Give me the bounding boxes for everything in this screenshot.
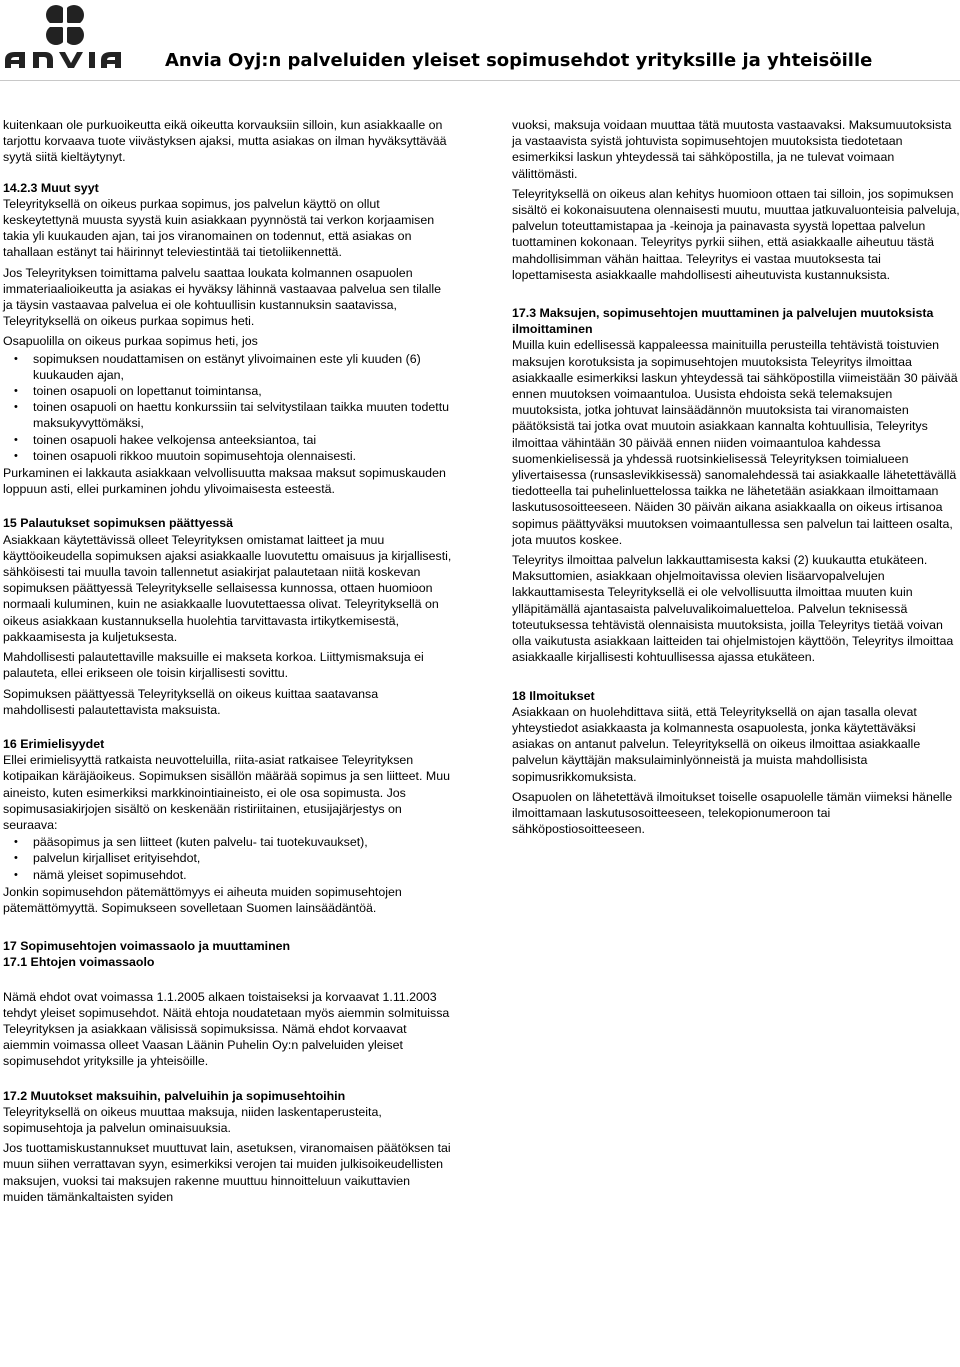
header-divider (0, 80, 960, 81)
paragraph: Nämä ehdot ovat voimassa 1.1.2005 alkaen toistaiseksi ja korvaavat 1.11.2003 tehdyt yleiset sopimusehdot. Näitä ehtoja noudatetaan myös aiemmin solmituissa Teleyrityksen ja asiakkaan välisissä sopimuksissa. Nämä ehdot korvaavat aiemmin voimassa olleet Vaasan Läänin Puhelin Oy:n palveluiden yleiset sopimusehdot yrityksille ja yhteisöille. (3, 989, 450, 1069)
paragraph: Jos tuottamiskustannukset muuttuvat lain, asetuksen, viranomaisen päätöksen tai muun siihen verrattavan syyn, esimerkiksi verojen tai muiden julkisoikeudellisten maksujen, vuoksi tai maksujen rakenne muuttuu hinnoitteluun vaikuttavien muiden tämänkaltaisten syiden (3, 1141, 451, 1204)
subsection-heading: 17.2 Muutokset maksuihin, palveluihin ja sopimusehtoihin (3, 1088, 346, 1103)
section-heading: 17.3 Maksujen, sopimusehtojen muuttaminen ja palvelujen muutoksista ilmoittaminen (512, 306, 934, 337)
paragraph: Sopimuksen päättyessä Teleyrityksellä on oikeus kuittaa saatavansa mahdollisesti palautettavista maksuista. (3, 686, 379, 717)
list-item: • toinen osapuoli on lopettanut toimintansa, (33, 383, 452, 399)
paragraph: Jonkin sopimusehdon pätemättömyys ei aiheuta muiden sopimusehtojen pätemättömyyttä. Sopimukseen sovelletaan Suomen lainsäädäntöä. (3, 884, 402, 915)
paragraph: Jos Teleyrityksen toimittama palvelu saattaa loukata kolmannen osapuolen immateriaalioikeutta ja asiakas ei hyväksy lähinnä vastaavaa palvelua sen tilalle ja täysin vastaavaa palvelua ei ole kohtuullisin kustannuksin saatavissa, Teleyrityksellä on oikeus purkaa sopimus heti. (3, 265, 442, 329)
paragraph: Teleyrityksellä on oikeus muuttaa maksuja, niiden laskentaperusteita, sopimusehtoja ja palvelun ominaisuuksia. (3, 1104, 382, 1135)
paragraph: kuitenkaan ole purkuoikeutta eikä oikeutta korvauksiin silloin, kun asiakkaalle on tarjottu korvaava tuote viivästyksen ajaksi, mutta asiakas on ilman hyväksyttävää syytä siitä kieltäytynyt. (3, 118, 447, 165)
paragraph: Muilla kuin edellisessä kappaleessa mainituilla perusteilla tehtävistä toistuvien maksujen korotuksista ja sopimusehtojen muutoksista Teleyritys ilmoittaa asiakkaalle esimerkiksi laskun yhteydessä tai sähköpostilla viimeistään 30 päivää ennen muutoksen voimaantuloa. Uusista ehdoista sekä telemaksujen muutoksista, jotka johtuvat lainsäädännön muutoksista tai viranomaisten päätöksistä tai jotka ovat muutoin asiakkaan kannalta kohtuullisia, Teleyritys ilmoittaa vähintään 30 päivää ennen niiden voimaantuloa kahdessa suomenkielisessä ja yhdessä ruotsinkielisessä Teleyrityksen toimialueen ylivertaisessa (runsaslevikkisessä) sanomalehdessä tai asiakkaalle lähetettävällä tiedotteella tai puhelinluettelossa taikka ne lähetetään asiakkaan ilmoittamaan laskutusosoitteeseen. Näiden 30 päivän aikana asiakkaalla on oikeus irtisanoa sopimus päättyväksi muutoksen voimaantullessa sen palvelun tai laitteen osalta, jota muutos koskee. (512, 338, 958, 547)
page-title: Anvia Oyj:n palveluiden yleiset sopimusehdot yrityksille ja yhteisöille (165, 50, 873, 71)
paragraph: Osapuolen on lähetettävä ilmoitukset toiselle osapuolelle tämän viimeksi hänelle ilmoittamaan laskutusosoitteeseen, telekopionumeroon tai sähköpostiosoitteeseen. (512, 789, 953, 837)
paragraph: Teleyritys ilmoittaa palvelun lakkauttamisesta kaksi (2) kuukautta etukäteen. Maksuttomien, asiakkaan ohjelmoitavissa olevien lisäarvopalvelujen lakkauttamisesta Teleyrityksellä ei ole velvollisuutta ilmoittaa muuten kuin ylläpitämällä ajantasaista palveluvalikoimaluetteloa. Palvelun teknisessä toteutuksessa tehtävistä olennaisista muutoksista, joilla Teleyritys tietää voivan olla vaikutusta asiakkaan laitteiden tai ohjelmistojen käyttöön, Teleyritys ilmoittaa asiakkaalle kirjallisesti kohtuullisessa ajassa etukäteen. (512, 553, 954, 665)
list-item: • nämä yleiset sopimusehdot. (33, 867, 452, 883)
section-heading: 18 Ilmoitukset (512, 688, 595, 703)
left-column (3, 117, 452, 1209)
paragraph: Asiakkaan on huolehdittava siitä, että Teleyrityksellä on ajan tasalla olevat yhteystiedot asiakkaasta ja kolmannesta osapuolesta, jonka käytettäväksi asiakas on antanut palvelun. Teleyrityksellä on oikeus ilmoittaa asiakkaalle palvelun käyttäjän maksulaiminlyönneistä ja muista mahdollisista sopimusrikkomuksista. (512, 704, 921, 784)
paragraph: Mahdollisesti palautettaville maksuille ei makseta korkoa. Liittymismaksuja ei palauteta, ellei erikseen ole toisin kirjallisesti sovittu. (3, 650, 424, 681)
list-item: • sopimuksen noudattamisen on estänyt ylivoimainen este yli kuuden (6) kuukauden ajan, (33, 351, 452, 383)
section-heading: 17 Sopimusehtojen voimassaolo ja muuttaminen (3, 939, 291, 954)
section-heading: 14.2.3 Muut syyt (3, 180, 99, 195)
list-item: • pääsopimus ja sen liitteet (kuten palvelu- tai tuotekuvaukset), (33, 834, 452, 850)
list-item: • toinen osapuoli on haettu konkurssiin tai selvitystilaan taikka muuten todettu maksukyvyttömäksi, (33, 399, 452, 431)
section-heading: 15 Palautukset sopimuksen päättyessä (3, 516, 234, 531)
subsection-heading: 17.1 Ehtojen voimassaolo (3, 955, 155, 970)
paragraph: Ellei erimielisyyttä ratkaista neuvotteluilla, riita-asiat ratkaisee Teleyrityksen kotipaikan käräjäoikeus. Sopimuksen sisällön määrää sopimus ja sen liitteet. Muu aineisto, kuten esimerkiksi markkinointiaineisto, ei ole osa sopimusta. Jos sopimusasiakirjojen sisältö on keskenään ristiriitainen, etusijajärjestys on seuraava: (3, 753, 450, 832)
anvia-logo (3, 2, 153, 74)
page-header (0, 0, 960, 78)
paragraph: Teleyrityksellä on oikeus alan kehitys huomioon ottaen tai silloin, jos sopimuksen sisältö ei kokonaisuutena olennaisesti muutu, muuttaa jatkuvaluonteisia palveluja, palvelun toteuttamistapaa ja -keinoja ja painavasta syystä lopettaa palvelun tuottaminen kokonaan. Teleyritys pyrkii siihen, että asiakkaalle aiheutuu tästä mahdollisimman vähän haittaa. Teleyritys ei vastaa muutoksesta tai lopettamisesta asiakkaalle mahdollisesti aiheutuvista kustannuksista. (512, 186, 960, 282)
list-item: • palvelun kirjalliset erityisehdot, (33, 850, 452, 866)
paragraph: Purkaminen ei lakkauta asiakkaan velvollisuutta maksaa maksut sopimuskauden loppuun asti, ellei purkaminen johdu ylivoimaisesta esteestä. (3, 466, 446, 497)
list-item: • toinen osapuoli hakee velkojensa anteeksiantoa, tai (33, 432, 452, 448)
paragraph: Osapuolilla on oikeus purkaa sopimus heti, jos (3, 334, 258, 349)
paragraph: Asiakkaan käytettävissä olleet Teleyrityksen omistamat laitteet ja muu käyttöoikeudella sopimuksen ajaksi asiakkaalle luovutettu omaisuus ja kirjallisesti, sähköisesti tai muulla tavoin tallennetut asiakirjat palautetaan niitä koskevan sopimuksen päättyessä Teleyritykselle sellaisessa kunnossa, ottaen huomioon normaali kuluminen, kuin ne asiakkaalle luovutettaessa olivat. Teleyrityksellä on oikeus asiakkaan kustannuksella huolehtia tarvittavasta irtikytkemisestä, pakkaamisesta ja kuljetuksesta. (3, 532, 452, 644)
bullet-list (3, 351, 452, 464)
right-column (512, 117, 960, 841)
paragraph: Teleyrityksellä on oikeus purkaa sopimus, jos palvelun käyttö on ollut keskeytettynä muusta syystä kuin asiakkaan pyynnöstä tai verkon korjaamisen takia yli kuukauden ajan, tai jos viranomainen on todennut, että asiakas on tahallaan estänyt tai häirinnyt televiestintää tai tietoliikennettä. (3, 196, 435, 260)
paragraph: vuoksi, maksuja voidaan muuttaa tätä muutosta vastaavaksi. Maksumuutoksista ja vastaavista syistä johtuvista sopimusehtojen muutoksista tiedotetaan esimerkiksi laskun yhteydessä tai sähköpostilla, ja ne tulevat voimaan välittömästi. (512, 118, 952, 181)
section-heading: 16 Erimielisyydet (3, 736, 105, 751)
list-item: • toinen osapuoli rikkoo muutoin sopimusehtoja olennaisesti. (33, 448, 452, 464)
bullet-list (3, 834, 452, 883)
